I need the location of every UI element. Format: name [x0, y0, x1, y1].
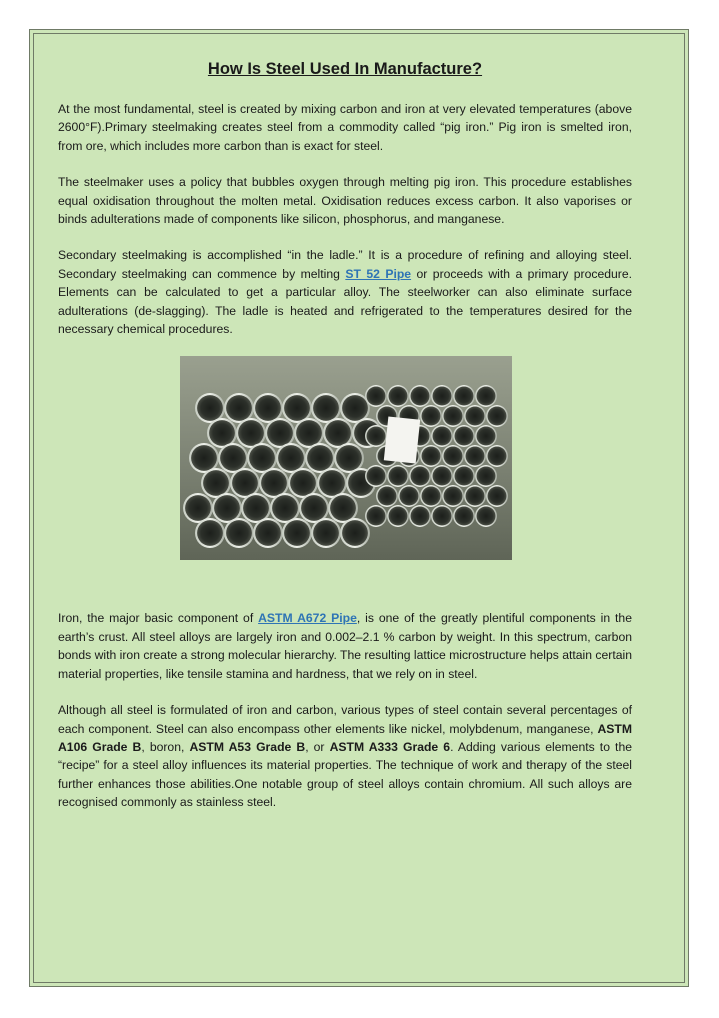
pipe-bore — [444, 407, 463, 426]
pipe-bore — [191, 446, 217, 472]
pipe-bore — [307, 446, 333, 472]
pipe-bore — [400, 487, 419, 506]
pipe-bore — [330, 496, 356, 522]
pipe-bore — [378, 487, 397, 506]
astm-a333-grade-6-text: ASTM A333 Grade 6 — [329, 739, 451, 754]
pipe-bore — [389, 467, 408, 486]
pipe-bore — [197, 396, 223, 422]
paragraph-text: , boron, — [141, 739, 190, 754]
pipe-bore — [455, 387, 474, 406]
pipe-bore — [433, 507, 452, 526]
pipe-bore — [367, 507, 386, 526]
pipe-bore — [444, 447, 463, 466]
pipe-bore — [342, 521, 368, 547]
pipe-bore — [272, 496, 298, 522]
pipe-bore — [185, 496, 211, 522]
pipe-bore — [411, 507, 430, 526]
astm-a53-grade-b-text: ASTM A53 Grade B — [189, 739, 306, 754]
document-content — [58, 58, 632, 830]
pipe-bore — [411, 387, 430, 406]
document-title: How Is Steel Used In Manufacture? — [207, 60, 483, 78]
pipe-bore — [488, 407, 507, 426]
pipe-bore — [367, 387, 386, 406]
pipe-bore — [301, 496, 327, 522]
pipe-bore — [209, 421, 235, 447]
pipe-bore — [411, 467, 430, 486]
pipe-bore — [488, 487, 507, 506]
pipe-bore — [290, 471, 316, 497]
pipe-bore — [296, 421, 322, 447]
paragraph-text: The steelmaker uses a policy that bubbles oxygen through melting pig iron. This procedure establishes equal oxidisation throughout the molten metal. Oxidisation reduces excess carbon. It also vaporises or binds adulterations made of components like silicon, phosphorus, and manganese. — [58, 175, 632, 227]
pipe-bore — [249, 446, 275, 472]
pipe-bore — [466, 407, 485, 426]
pipe-bore — [325, 421, 351, 447]
pipe-bore — [255, 396, 281, 422]
pipe-bore — [336, 446, 362, 472]
pipe-bore — [433, 467, 452, 486]
pipe-bore — [197, 521, 223, 547]
pipe-bore — [488, 447, 507, 466]
pipe-bore — [226, 396, 252, 422]
pipe-bore — [422, 447, 441, 466]
st52-pipe-link[interactable]: ST 52 Pipe — [345, 266, 412, 281]
pipe-bore — [255, 521, 281, 547]
pipe-bore — [477, 387, 496, 406]
paragraph-text: . Adding various elements to the “recipe” for a steel alloy influences its material properties. The technique of work and therapy of the steel further enhances those abilities.One notable group of steel alloys contain chromium. All such alloys are recognised commonly as stainless steel. — [58, 739, 632, 810]
paragraph-oxygen-process — [58, 173, 632, 228]
paragraph-text: Secondary steelmaking is accomplished “in the ladle.” It is a procedure of refining and alloying steel. Secondary steelmaking can commence by melting — [58, 248, 632, 281]
pipe-bore — [267, 421, 293, 447]
pipe-bore — [261, 471, 287, 497]
pipe-bore — [319, 471, 345, 497]
pipe-bore — [422, 487, 441, 506]
pipe-bore — [214, 496, 240, 522]
paragraph-text: Iron, the major basic component of — [58, 611, 259, 626]
pipe-bore — [433, 387, 452, 406]
pipe-bore — [284, 396, 310, 422]
pipe-bore — [203, 471, 229, 497]
pipe-bore — [455, 427, 474, 446]
paragraph-text: Although all steel is formulated of iron and carbon, various types of steel contain several percentages of each component. Steel can also encompass other elements like nickel, molybdenum, manganese, — [58, 703, 632, 736]
pipe-bore — [367, 427, 386, 446]
paragraph-iron-component — [58, 609, 632, 683]
pipe-bore — [477, 427, 496, 446]
steel-pipes-illustration — [180, 356, 512, 560]
astm-a672-pipe-link[interactable]: ASTM A672 Pipe — [258, 611, 357, 626]
pipe-bore — [433, 427, 452, 446]
paragraph-primary-steelmaking — [58, 100, 632, 155]
astm-a106-grade-b-text: ASTM A106 Grade B — [58, 721, 632, 754]
pipe-bore — [422, 407, 441, 426]
pipe-bore — [226, 521, 252, 547]
pipe-bore — [238, 421, 264, 447]
pipe-bore — [389, 507, 408, 526]
pipe-bore — [284, 521, 310, 547]
paragraph-text: or proceeds with a primary procedure. Elements can be calculated to get a particular alloy. The steelworker can also eliminate surface adulterations (de-slagging). The ladle is heated and refrigerated to the temperatures desired for the necessary chemical procedures. — [58, 266, 633, 337]
paragraph-steel-types — [58, 701, 632, 811]
pipe-bore — [220, 446, 246, 472]
pipe-bore — [278, 446, 304, 472]
pipe-tag-label — [384, 417, 420, 464]
paragraph-text: At the most fundamental, steel is created by mixing carbon and iron at very elevated temperatures (above 2600°F).Primary steelmaking creates steel from a commodity called “pig iron.” Pig iron is smelted iron, from ore, which includes more carbon than is exact for steel. — [58, 102, 632, 153]
steel-pipes-image — [180, 356, 512, 560]
paragraph-text: , is one of the greatly plentiful components in the earth’s crust. All steel alloys are largely iron and 0.002–2.1 % carbon by weight. In this spectrum, carbon bonds with iron create a strong molecular hierarchy. The resulting lattice microstructure helps attain certain material properties, like tensile stamina and hardness, that we rely on in steel. — [58, 611, 632, 681]
pipe-bore — [313, 396, 339, 422]
paragraph-secondary-steelmaking — [58, 246, 632, 338]
pipe-bore — [455, 507, 474, 526]
pipe-bore — [389, 387, 408, 406]
pipe-bore — [466, 447, 485, 466]
pipe-bore — [477, 467, 496, 486]
pipe-bore — [444, 487, 463, 506]
pipe-bore — [232, 471, 258, 497]
pipe-bore — [313, 521, 339, 547]
pipe-bore — [342, 396, 368, 422]
pipe-bore — [367, 467, 386, 486]
pipe-bore — [243, 496, 269, 522]
pipe-bore — [477, 507, 496, 526]
paragraph-text: , or — [305, 739, 330, 754]
pipe-bore — [466, 487, 485, 506]
pipe-bore — [455, 467, 474, 486]
